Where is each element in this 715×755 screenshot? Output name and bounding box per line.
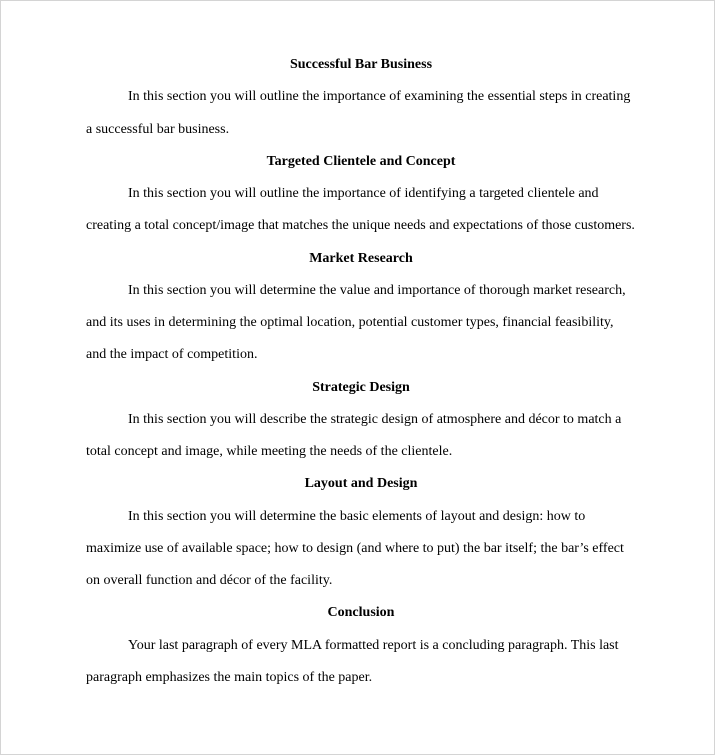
section-heading: Market Research xyxy=(309,250,413,266)
section-market-research xyxy=(86,243,636,372)
section-conclusion xyxy=(86,597,636,694)
section-heading: Conclusion xyxy=(327,605,395,621)
section-heading: Successful Bar Business xyxy=(289,57,433,72)
section-layout-and-design xyxy=(86,468,636,597)
section-successful-bar-business xyxy=(86,49,636,146)
section-strategic-design xyxy=(86,372,636,469)
section-paragraph: In this section you will determine the basic elements of layout and design: how to maximize use of available space; how to design (and where to put) the bar itself; the bar’s effect on overall function and décor of the facility. xyxy=(86,508,624,588)
section-heading: Layout and Design xyxy=(304,476,418,492)
section-paragraph: Your last paragraph of every MLA formatted report is a concluding paragraph. This last paragraph emphasizes the main topics of the paper. xyxy=(86,637,619,685)
section-paragraph: In this section you will outline the importance of identifying a targeted clientele and creating a total concept/image that matches the unique needs and expectations of those customers. xyxy=(86,186,635,234)
document-body xyxy=(86,49,636,694)
section-paragraph: In this section you will determine the value and importance of thorough market research, and its uses in determining the optimal location, potential customer types, financial feasibility, and the impact of competition. xyxy=(86,282,626,363)
section-heading: Targeted Clientele and Concept xyxy=(266,153,456,169)
section-paragraph: In this section you will outline the importance of examining the essential steps in creating a successful bar business. xyxy=(86,89,631,137)
section-heading: Strategic Design xyxy=(312,379,410,395)
section-targeted-clientele xyxy=(86,146,636,243)
section-paragraph: In this section you will describe the strategic design of atmosphere and décor to match a total concept and image, while meeting the needs of the clientele. xyxy=(86,411,622,459)
